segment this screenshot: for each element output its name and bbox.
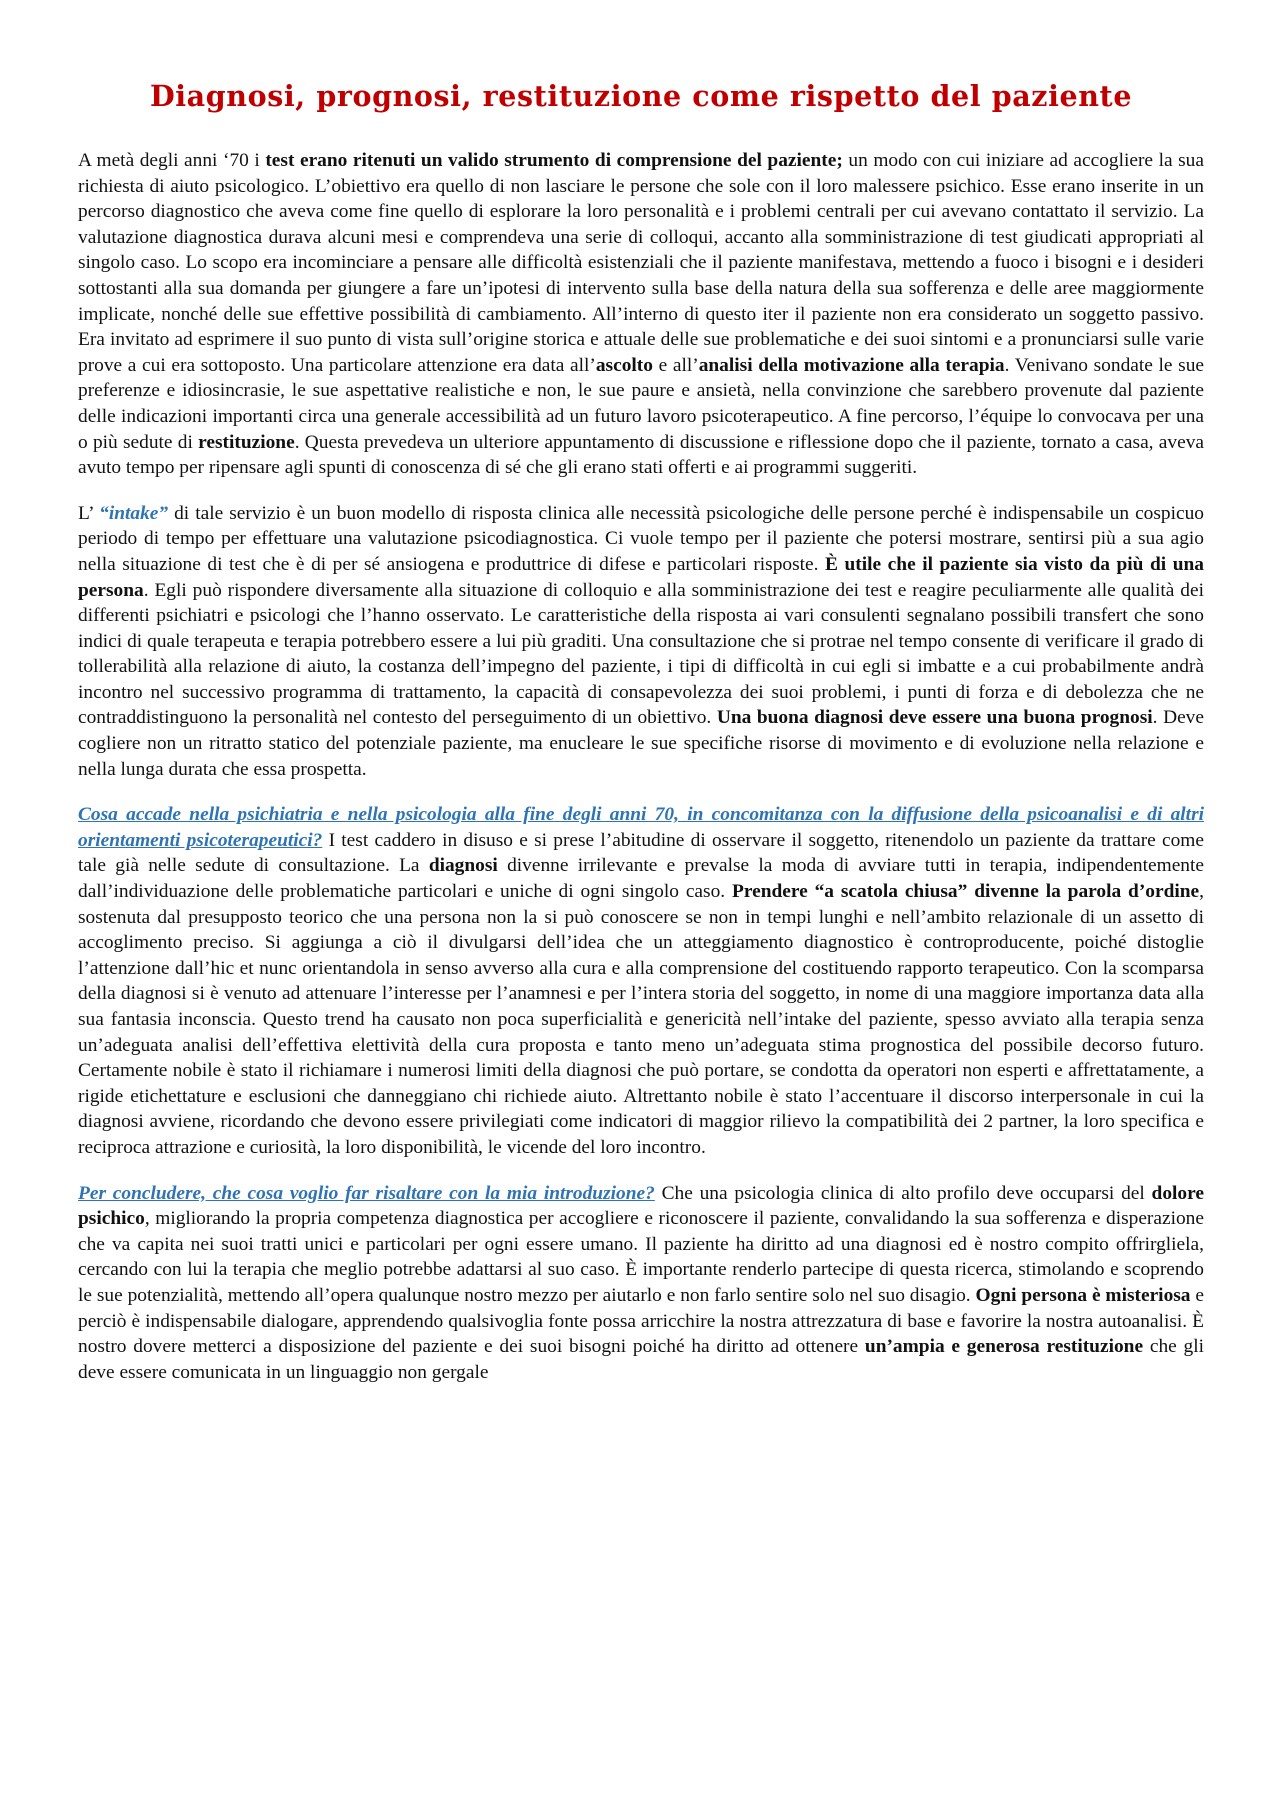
text-run: un modo con cui iniziare ad accogliere la sua richiesta di aiuto psicologico. L’obiettivo era quello di non lasciare le persone che sole con il loro malessere psichico. Esse erano inserite in un percorso diagnostico che aveva come fine quello di esplorare la loro personalità e i problemi centrali per cui avevano contattato il servizio. La valutazione diagnostica durava alcuni mesi e comprendeva una serie di colloqui, accanto alla somministrazione di test giudicati appropriati al singolo caso. Lo scopo era incominciare a pensare alle difficoltà esistenziali che il paziente manifestava, mettendo a fuoco i bisogni e i desideri sottostanti alla sua domanda per giungere a fare un’ipotesi di intervento sulla base della natura della sua sofferenza e delle aree maggiormente implicate, nonché delle sue effettive possibilità di cambiamento. All’interno di questo iter il paziente non era considerato un soggetto passivo. Era invitato ad esprimere il suo punto di vista sull’origine storica e attuale delle sue problematiche e dei suoi sintomi e a pronunciarsi sulle varie prove a cui era sottoposto. Una particolare attenzione era data all’ xyxy=(78,150,1204,376)
bold-phrase-restituzione-generosa: un’ampia e generosa restituzione xyxy=(864,1336,1144,1358)
paragraph-intake xyxy=(78,501,1204,783)
intake-term: “intake” xyxy=(99,502,169,524)
text-run: A metà degli anni ‘70 i xyxy=(78,150,266,171)
text-run: e all’ xyxy=(652,354,699,376)
document-page xyxy=(78,78,1204,1405)
bold-phrase-tests: test erano ritenuti un valido strumento di comprensione del paziente; xyxy=(265,150,843,171)
paragraph-tests-history xyxy=(78,148,1204,481)
text-run: , migliorando la propria competenza diagnostica per accogliere e riconoscere il paziente, convalidando la sua sofferenza e disperazione che va capita nei suoi tratti unici e particolari per ogni essere umano. Il paziente ha diritto ad una diagnosi ed è nostro compito offrirgliela, cercando con lui la terapia che meglio potrebbe adattarsi al suo caso. È importante renderlo partecipe di questa ricerca, stimolando e scoprendo le sue potenzialità, mettendo all’opera qualunque nostro mezzo per aiutarlo e non farlo sentire solo nel suo disagio. xyxy=(78,1208,1204,1306)
text-run: . Venivano sondate le sue preferenze e idiosincrasie, le sue aspettative realistiche e non, le sue paure e ansietà, nella convinzione che sarebbero provenute dal paziente delle indicazioni importanti circa una generale accessibilità ad un futuro lavoro psicoterapeutico. A fine percorso, l’équipe lo convocava per una o più sedute di xyxy=(78,354,1205,453)
bold-phrase-motivazione: analisi della motivazione alla terapia xyxy=(698,354,1005,376)
text-run: , sostenuta dal presupposto teorico che una persona non la si può conoscere se non in tempi lunghi e nell’ambito relazionale di un assetto di accoglimento preciso. Si aggiunga a ciò il divulgarsi dell’idea che un atteggiamento diagnostico è controproducente, poiché distoglie l’attenzione dall’hic et nunc orientandola in senso avverso alla cura e alla comprensione del costituendo rapporto terapeutico. Con la scomparsa della diagnosi si è venuto ad attenuare l’interesse per l’anamnesi e per l’intera storia del soggetto, in nome di una maggiore importanza data alla sua fantasia inconscia. Questo trend ha causato non poca superficialità e genericità nell’intake del paziente, spesso avviato alla terapia senza un’adeguata analisi dell’effettiva elettività della cura proposta e tanto meno un’adeguata stima prognostica del possibile decorso futuro. Certamente nobile è stato il richiamare i numerosi limiti della diagnosi che può portare, se condotta da operatori non esperti e affrettatamente, a rigide etichettature e esclusioni che danneggiano chi richiede aiuto. Altrettanto nobile è stato l’accentuare il discorso interpersonale in cui la diagnosi avviene, ricordando che devono essere privilegiati come indicatori di maggior rilievo la compatibilità dei 2 partner, la loro specifica e reciproca attrazione e curiosità, la loro disponibilità, le vicende del loro incontro. xyxy=(78,881,1205,1158)
bold-phrase-restituzione: restituzione xyxy=(198,431,295,453)
question-link-anni-70[interactable]: Cosa accade nella psichiatria e nella psicologia alla fine degli anni 70, in concomitanza con la diffusione della psicoanalisi e di altri orientamenti psicoterapeutici? xyxy=(78,804,1204,851)
text-run: . Questa prevedeva un ulteriore appuntamento di discussione e riflessione dopo che il paziente, tornato a casa, aveva avuto tempo per ripensare agli spunti di conoscenza di sé che gli erano stati offerti e ai programmi suggeriti. xyxy=(78,431,1204,479)
bold-phrase-ascolto: ascolto xyxy=(595,354,653,376)
question-link-conclusione[interactable]: Per concludere, che cosa voglio far risaltare con la mia introduzione? xyxy=(78,1182,655,1204)
text-run: di tale servizio è un buon modello di risposta clinica alle necessità psicologiche delle persone perché è indispensabile un cospicuo periodo di tempo per effettuare una valutazione psicodiagnostica. Ci vuole tempo per il paziente che potersi mostrare, sentirsi più a sua agio nella situazione di test che è di per sé ansiogena e produttrice di difese e particolari risposte. xyxy=(78,502,1205,575)
bold-phrase-diagnosi: diagnosi xyxy=(428,855,498,877)
text-run: divenne irrilevante e prevalse la moda di avviare tutti in terapia, indipendentemente dall’individuazione delle problematiche particolari e uniche di ogni singolo caso. xyxy=(78,855,1204,903)
text-run: . Deve cogliere non un ritratto statico del potenziale paziente, ma enucleare le sue specifiche risorse di movimento e di evoluzione nella relazione e nella lunga durata che essa prospetta. xyxy=(78,707,1204,780)
text-run: L’ xyxy=(78,502,100,524)
text-run: I test caddero in disuso e si prese l’abitudine di osservare il soggetto, ritenendolo un paziente da trattare come tale già nelle sedute di consultazione. La xyxy=(78,829,1204,877)
paragraph-conclusione xyxy=(78,1181,1204,1386)
bold-phrase-piu-persone: È utile che il paziente sia visto da più di una persona xyxy=(78,553,1204,601)
bold-phrase-persona-misteriosa: Ogni persona è misteriosa xyxy=(975,1284,1191,1306)
text-run: . Egli può rispondere diversamente alla situazione di colloquio e alla somministrazione dei test e reagire peculiarmente alle qualità dei differenti psichiatri e psicologi che l’hanno osservato. Le caratteristiche della risposta ai vari consulenti segnalano possibili transfert che sono indici di quale terapeuta e terapia potrebbero essere a lui più graditi. Una consultazione che si protrae nel tempo consente di verificare il grado di tollerabilità alla relazione di aiuto, la costanza dell’impegno del paziente, i tipi di difficoltà in cui egli si imbatte e a cui probabilmente andrà incontro nel successivo programma di trattamento, la capacità di consapevolezza dei suoi problemi, i punti di forza e di debolezza che ne contraddistinguono la personalità nel contesto del perseguimento di un obiettivo. xyxy=(78,579,1204,729)
text-run: che gli deve essere comunicata in un linguaggio non gergale xyxy=(78,1336,1204,1383)
paragraph-anni-70 xyxy=(78,802,1204,1160)
bold-phrase-dolore-psichico: dolore psichico xyxy=(78,1182,1204,1230)
bold-phrase-buona-diagnosi: Una buona diagnosi deve essere una buona prognosi xyxy=(716,707,1153,729)
text-run: Che una psicologia clinica di alto profilo deve occuparsi del xyxy=(654,1182,1152,1204)
text-run: e perciò è indispensabile dialogare, apprendendo qualsivoglia fonte possa arricchire la nostra attrezzatura di base e favorire la nostra autoanalisi. È nostro dovere metterci a disposizione del paziente e dei suoi bisogni poiché ha diritto ad ottenere xyxy=(78,1284,1204,1358)
document-title: Diagnosi, prognosi, restituzione come rispetto del paziente xyxy=(149,79,1133,113)
bold-phrase-scatola-chiusa: Prendere “a scatola chiusa” divenne la parola d’ordine xyxy=(732,881,1200,903)
